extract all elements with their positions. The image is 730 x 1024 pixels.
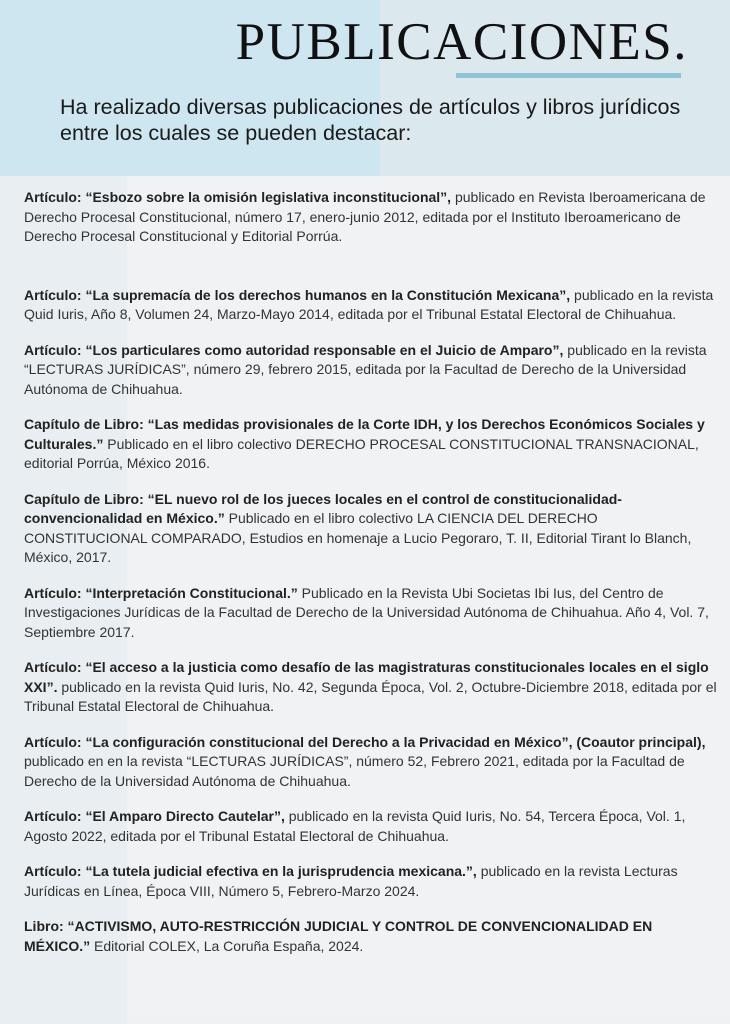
page-title: PUBLICACIONES.	[235, 13, 688, 71]
publication-title: Artículo: “Esbozo sobre la omisión legislativa inconstitucional”,	[24, 189, 452, 205]
publication-item	[24, 917, 720, 956]
title-underline	[456, 73, 681, 78]
publication-list	[24, 188, 720, 956]
publication-item	[24, 188, 720, 247]
publication-title: Artículo: “La configuración constitucional del Derecho a la Privacidad en México”, (Coautor principal),	[24, 733, 706, 750]
publication-item	[24, 807, 720, 846]
publication-item	[24, 658, 720, 717]
publication-item	[24, 862, 720, 901]
publication-item	[24, 415, 720, 474]
publication-details: publicado en la revista Quid Iuris, No. 42, Segunda Época, Vol. 2, Octubre-Diciembre 2018, editada por el Tribunal Estatal Electoral de Chihuahua.	[24, 678, 717, 714]
publication-title: Capítulo de Libro: “EL nuevo rol de los jueces locales en el control de constitucionalidad-convencionalidad en México.”	[24, 490, 622, 526]
publication-details: publicado en la revista Quid Iuris, No. 54, Tercera Época, Vol. 1, Agosto 2022, editada por el Tribunal Estatal Electoral de Chihuahua.	[24, 808, 686, 844]
publication-title: Artículo: “El acceso a la justicia como desafío de las magistraturas constitucionales locales en el siglo XXI”.	[24, 659, 709, 695]
publication-title: Artículo: “La supremacía de los derechos humanos en la Constitución Mexicana”,	[24, 286, 571, 303]
publication-details: publicado en la revista Quid Iuris, Año 8, Volumen 24, Marzo-Mayo 2014, editada por el Tribunal Estatal Electoral de Chihuahua.	[24, 286, 714, 322]
publication-item	[24, 733, 720, 792]
publication-title: Capítulo de Libro: “Las medidas provisionales de la Corte IDH, y los Derechos Económicos Sociales y Culturales.”	[24, 416, 705, 452]
publication-details: Publicado en el libro colectivo LA CIENCIA DEL DERECHO CONSTITUCIONAL COMPARADO, Estudios en homenaje a Lucio Pegoraro, T. II, Editorial Tirant lo Blanch, México, 2017.	[24, 510, 692, 565]
publication-details: publicado en Revista Iberoamericana de Derecho Procesal Constitucional, número 17, enero-junio 2012, editada por el Instituto Iberoamericano de Derecho Procesal Constitucional y Editorial Porrúa.	[24, 189, 706, 244]
publication-item	[24, 286, 720, 325]
publication-details: Editorial COLEX, La Coruña España, 2024.	[90, 937, 364, 954]
publication-title: Artículo: “La tutela judicial efectiva en la jurisprudencia mexicana.”,	[24, 863, 477, 879]
publication-title: Libro: “ACTIVISMO, AUTO-RESTRICCIÓN JUDICIAL Y CONTROL DE CONVENCIONALIDAD EN MÉXICO.”	[24, 918, 653, 954]
publication-details: Publicado en el libro colectivo DERECHO PROCESAL CONSTITUCIONAL TRANSNACIONAL, editorial Porrúa, México 2016.	[24, 435, 699, 471]
publication-details: Publicado en la Revista Ubi Societas Ibi Ius, del Centro de Investigaciones Jurídicas de la Facultad de Derecho de la Universidad Autónoma de Chihuahua. Año 4, Vol. 7, Septiembre 2017.	[24, 584, 709, 640]
publication-details: publicado en la revista “LECTURAS JURÍDICAS”, número 29, febrero 2015, editada por la Facultad de Derecho de la Universidad Autónoma de Chihuahua.	[24, 341, 707, 397]
publication-item	[24, 490, 720, 568]
publication-title: Artículo: “El Amparo Directo Cautelar”,	[24, 808, 285, 824]
intro-text: Ha realizado diversas publicaciones de artículos y libros jurídicos entre los cuales se pueden destacar:	[60, 95, 681, 145]
publication-title: Artículo: “Los particulares como autoridad responsable en el Juicio de Amparo”,	[24, 341, 564, 358]
publication-item	[24, 584, 720, 643]
publication-details: publicado en la revista Lecturas Jurídicas en Línea, Época VIII, Número 5, Febrero-Marzo 2024.	[24, 863, 678, 899]
publication-title: Artículo: “Interpretación Constitucional.”	[24, 584, 298, 601]
publication-details: publicado en en la revista “LECTURAS JURÍDICAS”, número 52, Febrero 2021, editada por la Facultad de Derecho de la Universidad Autónoma de Chihuahua.	[24, 753, 685, 789]
publication-item	[24, 341, 720, 400]
